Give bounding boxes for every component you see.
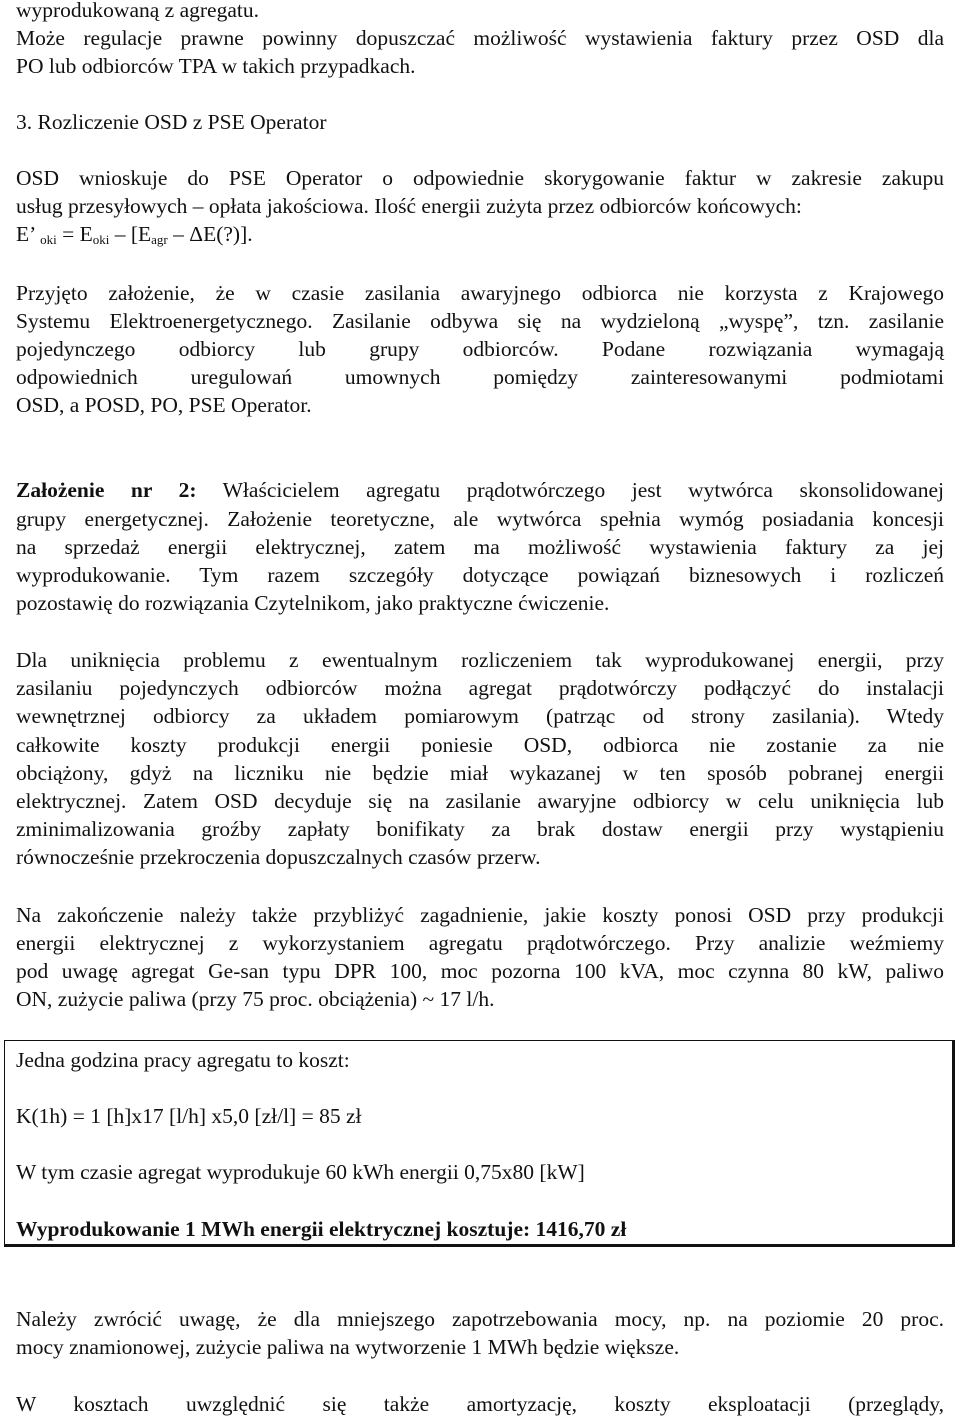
text-line: Na zakończenie należy także przybliżyć zagadnienie, jakie koszty ponosi OSD przy produkcji bbox=[16, 903, 944, 927]
text-line: równocześnie przekroczenia dopuszczalnych czasów przerw. bbox=[16, 845, 541, 869]
text-line: ON, zużycie paliwa (przy 75 proc. obciążenia) ~ 17 l/h. bbox=[16, 987, 495, 1011]
formula-subscript: oki bbox=[40, 232, 57, 247]
box-line: W tym czasie agregat wyprodukuje 60 kWh energii 0,75x80 [kW] bbox=[16, 1160, 585, 1184]
formula-line bbox=[16, 220, 253, 254]
box-total-line: Wyprodukowanie 1 MWh energii elektrycznej kosztuje: 1416,70 zł bbox=[16, 1217, 627, 1241]
text-line: OSD, a POSD, PO, PSE Operator. bbox=[16, 393, 312, 417]
formula-part: E’ bbox=[16, 222, 35, 246]
text-line: na sprzedaż energii elektrycznej, zatem ma możliwość wystawienia faktury za jej bbox=[16, 535, 944, 559]
text-line: wewnętrznej odbiorcy za układem pomiarowym (patrząc od strony zasilania). Wtedy bbox=[16, 704, 944, 728]
text-line: Może regulacje prawne powinny dopuszczać możliwość wystawienia faktury przez OSD dla bbox=[16, 26, 944, 50]
text-span: Właścicielem agregatu prądotwórczego jest wytwórca skonsolidowanej bbox=[196, 478, 944, 502]
text-line: pod uwagę agregat Ge-san typu DPR 100, moc pozorna 100 kVA, moc czynna 80 kW, paliwo bbox=[16, 959, 944, 983]
box-line: Jedna godzina pracy agregatu to koszt: bbox=[16, 1048, 350, 1072]
text-line: obciążony, gdyż na liczniku nie będzie miał wykazanej w ten sposób pobranej energii bbox=[16, 761, 944, 785]
formula-part: – ΔE(?)]. bbox=[167, 222, 253, 246]
formula-part: = E bbox=[56, 222, 93, 246]
formula-part: – [E bbox=[109, 222, 152, 246]
text-line: mocy znamionowej, zużycie paliwa na wytworzenie 1 MWh będzie większe. bbox=[16, 1335, 680, 1359]
box-line: K(1h) = 1 [h]x17 [l/h] x5,0 [zł/l] = 85 zł bbox=[16, 1104, 362, 1128]
formula-subscript: agr bbox=[151, 232, 168, 247]
text-line: energii elektrycznej z wykorzystaniem agregatu prądotwórczego. Przy analizie weźmiemy bbox=[16, 931, 944, 955]
text-line: pozostawię do rozwiązania Czytelnikom, jako praktyczne ćwiczenie. bbox=[16, 591, 610, 615]
text-line: Dla uniknięcia problemu z ewentualnym rozliczeniem tak wyprodukowanej energii, przy bbox=[16, 648, 944, 672]
text-line: wyprodukowanie. Tym razem szczegóły dotyczące powiązań biznesowych i rozliczeń bbox=[16, 563, 944, 587]
text-line: PO lub odbiorców TPA w takich przypadkach. bbox=[16, 54, 416, 78]
text-line: zasilaniu pojedynczych odbiorców można agregat prądotwórczy podłączyć do instalacji bbox=[16, 676, 944, 700]
text-line: pojedynczego odbiorcy lub grupy odbiorców. Podane rozwiązania wymagają bbox=[16, 337, 944, 361]
text-line: W kosztach uwzględnić się także amortyzację, koszty eksploatacji (przeglądy, bbox=[16, 1392, 944, 1416]
text-line: całkowite koszty produkcji energii poniesie OSD, odbiorca nie zostanie za nie bbox=[16, 733, 944, 757]
text-line: elektrycznej. Zatem OSD decyduje się na zasilanie awaryjne odbiorcy w celu uniknięcia lub bbox=[16, 789, 944, 813]
text-line bbox=[16, 476, 944, 504]
text-line: wyprodukowaną z agregatu. bbox=[16, 0, 259, 22]
text-line: usług przesyłowych – opłata jakościowa. Ilość energii zużyta przez odbiorców końcowych: bbox=[16, 194, 802, 218]
text-line: zminimalizowania groźby zapłaty bonifikaty za brak dostaw energii przy wystąpieniu bbox=[16, 817, 944, 841]
text-line: grupy energetycznej. Założenie teoretyczne, ale wytwórca spełnia wymóg posiadania koncesji bbox=[16, 507, 944, 531]
section-heading: 3. Rozliczenie OSD z PSE Operator bbox=[16, 110, 327, 134]
formula-subscript: oki bbox=[92, 232, 110, 247]
text-line: Należy zwrócić uwagę, że dla mniejszego zapotrzebowania mocy, np. na poziomie 20 proc. bbox=[16, 1307, 944, 1331]
assumption-label: Założenie nr 2: bbox=[16, 478, 197, 502]
text-line: Systemu Elektroenergetycznego. Zasilanie odbywa się na wydzieloną „wyspę”, tzn. zasilanie bbox=[16, 309, 944, 333]
text-line: odpowiednich uregulowań umownych pomiędzy zainteresowanymi podmiotami bbox=[16, 365, 944, 389]
text-line: Przyjęto założenie, że w czasie zasilania awaryjnego odbiorca nie korzysta z Krajowego bbox=[16, 281, 944, 305]
text-line: OSD wnioskuje do PSE Operator o odpowiednie skorygowanie faktur w zakresie zakupu bbox=[16, 166, 944, 190]
